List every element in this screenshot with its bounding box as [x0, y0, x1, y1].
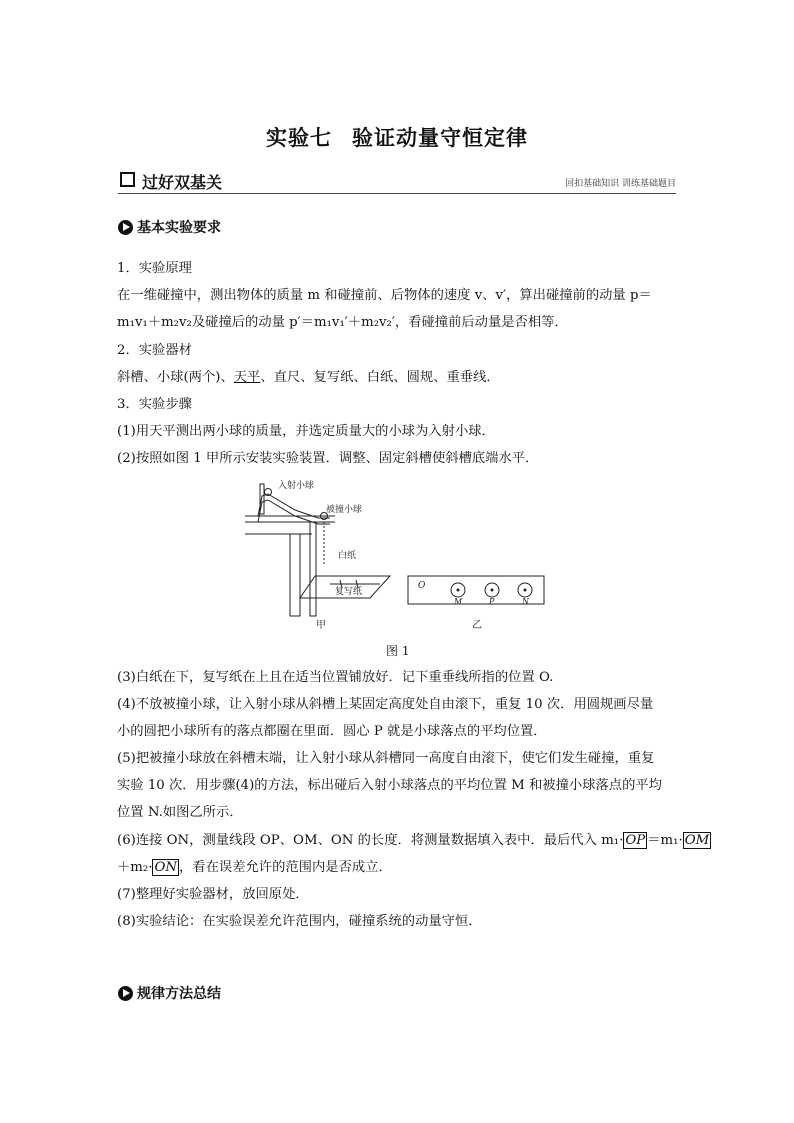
subhead-methods: 规律方法总结 — [118, 983, 221, 1003]
heading-equipment: 2．实验器材 — [117, 343, 192, 358]
label-P: P — [489, 597, 495, 606]
step-2: (2)按照如图 1 甲所示安装实验装置．调整、固定斜槽使斜槽底端水平． — [117, 451, 539, 466]
heading-steps: 3．实验步骤 — [117, 397, 192, 412]
title-part2: 验证动量守恒定律 — [352, 125, 528, 150]
caption-left: 甲 — [316, 620, 326, 631]
step-5-line2: 实验 10 次．用步骤(4)的方法，标出碰后入射小球落点的平均位置 M 和被撞小球落点的平均 — [117, 778, 662, 793]
page-title — [0, 122, 794, 152]
step-3: (3)白纸在下，复写纸在上且在适当位置铺放好．记下重垂线所指的位置 O. — [117, 670, 554, 685]
principle-line1: 在一维碰撞中，测出物体的质量 m 和碰撞前、后物体的速度 v、v′，算出碰撞前的动量 p＝ — [117, 288, 652, 303]
figure-1 — [240, 476, 560, 636]
step-4-line1: (4)不放被撞小球，让入射小球从斜槽上某固定高度处自由滚下，重复 10 次．用圆规画尽量 — [117, 697, 654, 712]
equipment-line: 斜槽、小球(两个)、天平、直尺、复写纸、白纸、圆规、重垂线． — [117, 370, 500, 385]
section-header — [118, 170, 676, 192]
section-subtitle: 回扣基础知识 训练基础题目 — [565, 179, 676, 189]
label-target-ball: 被撞小球 — [326, 505, 363, 515]
label-M: M — [454, 597, 463, 606]
section-square-icon — [120, 172, 134, 186]
step-5-line3: 位置 N.如图乙所示． — [117, 805, 243, 820]
label-carbon-paper: 复写纸 — [335, 587, 363, 597]
step-4-line2: 小的圆把小球所有的落点都圈在里面．圆心 P 就是小球落点的平均位置． — [117, 724, 547, 739]
title-part1: 实验七 — [266, 125, 332, 150]
play-circle-icon — [118, 220, 133, 235]
step-1: (1)用天平测出两小球的质量，并选定质量大的小球为入射小球． — [117, 424, 495, 439]
step-6-line1: (6)连接 ON，测量线段 OP、OM、ON 的长度．将测量数据填入表中．最后代入 $m_1\cdot \overline{OP} =m_1\cdot \overline{OM}$ — [117, 833, 710, 848]
step-5-line1: (5)把被撞小球放在斜槽末端，让入射小球从斜槽同一高度自由滚下，使它们发生碰撞，重复 — [117, 751, 655, 766]
principle-line2: m₁v₁＋m₂v₂及碰撞后的动量 p′＝m₁v₁′＋m₂v₂′，看碰撞前后动量是否相等． — [117, 315, 568, 330]
figure-caption: 图 1 — [386, 644, 410, 658]
play-circle-icon — [118, 986, 133, 1001]
step-7: (7)整理好实验器材，放回原处． — [117, 887, 309, 902]
heading-principle: 1．实验原理 — [117, 261, 192, 276]
label-O: O — [418, 581, 426, 591]
step-6-line2: $+m_2\cdot \overline{ON}$ ，看在误差允许的范围内是否成立． — [117, 860, 392, 875]
subhead-basic: 基本实验要求 — [118, 217, 221, 237]
caption-right: 乙 — [472, 620, 482, 631]
label-incident-ball: 入射小球 — [278, 481, 315, 491]
step-8: (8)实验结论：在实验误差允许范围内，碰撞系统的动量守恒． — [117, 914, 482, 929]
label-white-paper: 白纸 — [338, 551, 357, 561]
label-N: N — [522, 597, 529, 606]
section-title: 过好双基关 — [142, 173, 223, 192]
